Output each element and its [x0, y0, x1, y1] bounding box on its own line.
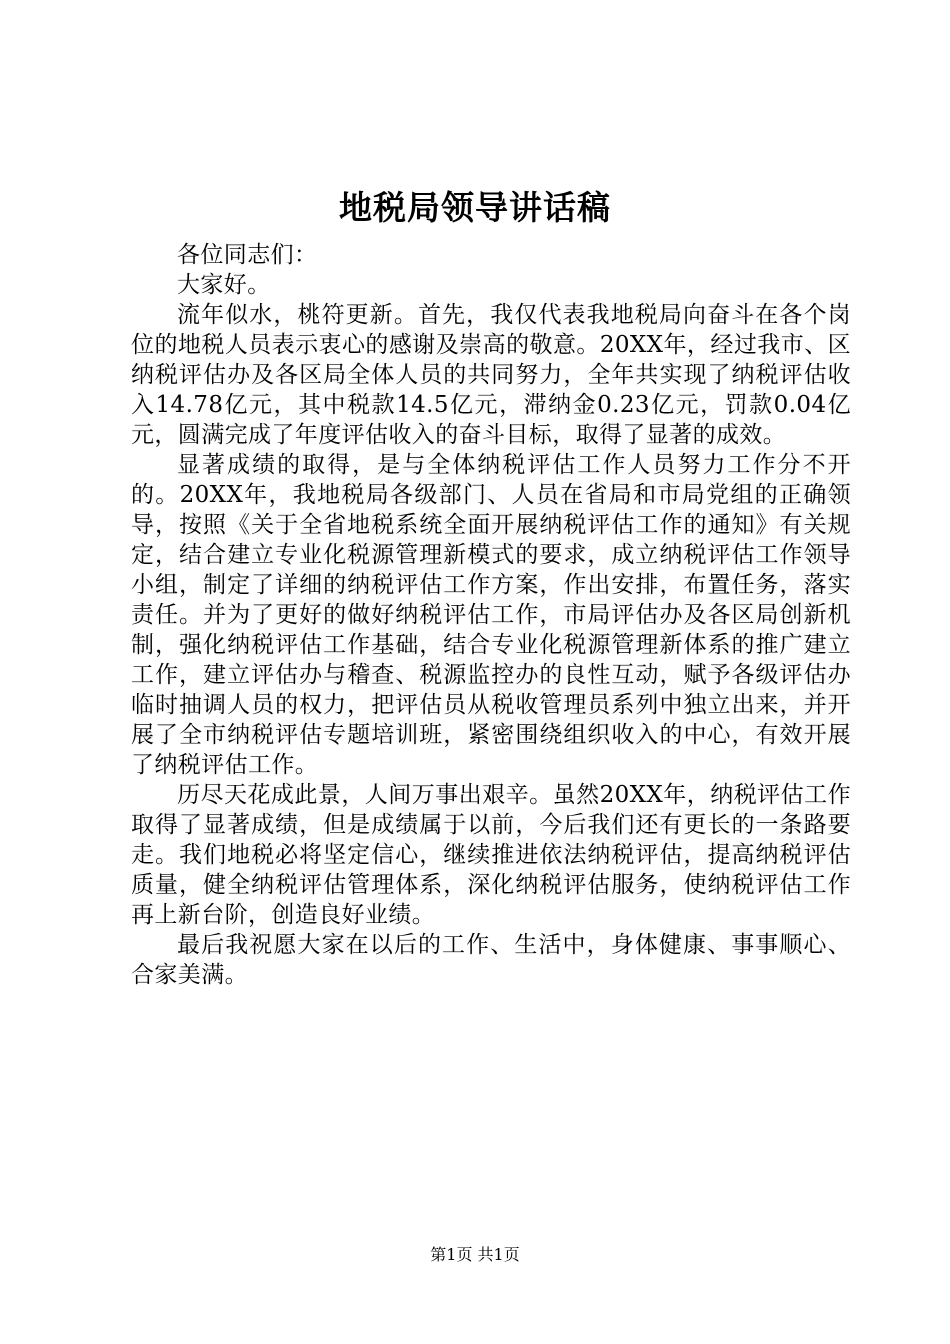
paragraph-thanks-and-results: 流年似水，桃符更新。首先，我仅代表我地税局向奋斗在各个岗位的地税人员表示衷心的感谢及崇高的敬意。20XX年，经过我市、区纳税评估办及各区局全体人员的共同努力，全年共实现了纳税评估收入14.78亿元，其中税款14.5亿元，滞纳金0.23亿元，罚款0.04亿元，圆满完成了年度评估收入的奋斗目标，取得了显著的成效。	[131, 302, 851, 448]
document-title: 地税局领导讲话稿	[339, 188, 611, 227]
paragraph-closing-wishes: 最后我祝愿大家在以后的工作、生活中，身体健康、事事顺心、合家美满。	[131, 932, 851, 988]
paragraph-future-goals: 历尽天花成此景，人间万事出艰辛。虽然20XX年，纳税评估工作取得了显著成绩，但是成绩属于以前，今后我们还有更长的一条路要走。我们地税必将坚定信心，继续推进依法纳税评估，提高纳税评估质量，健全纳税评估管理体系，深化纳税评估服务，使纳税评估工作再上新台阶，创造良好业绩。	[131, 782, 851, 928]
page-number-footer: 第1页 共1页	[430, 1245, 520, 1264]
salutation: 各位同志们：	[177, 242, 318, 268]
greeting: 大家好。	[177, 272, 271, 298]
paragraph-achievements: 显著成绩的取得，是与全体纳税评估工作人员努力工作分不开的。20XX年，我地税局各级部门、人员在省局和市局党组的正确领导，按照《关于全省地税系统全面开展纳税评估工作的通知》有关规定，结合建立专业化税源管理新模式的要求，成立纳税评估工作领导小组，制定了详细的纳税评估工作方案，作出安排，布置任务，落实责任。并为了更好的做好纳税评估工作，市局评估办及各区局创新机制，强化纳税评估工作基础，结合专业化税源管理新体系的推广建立工作，建立评估办与稽查、税源监控办的良性互动，赋予各级评估办临时抽调人员的权力，把评估员从税收管理员系列中独立出来，并开展了全市纳税评估专题培训班，紧密围绕组织收入的中心，有效开展了纳税评估工作。	[131, 452, 851, 778]
document-body	[131, 240, 851, 990]
